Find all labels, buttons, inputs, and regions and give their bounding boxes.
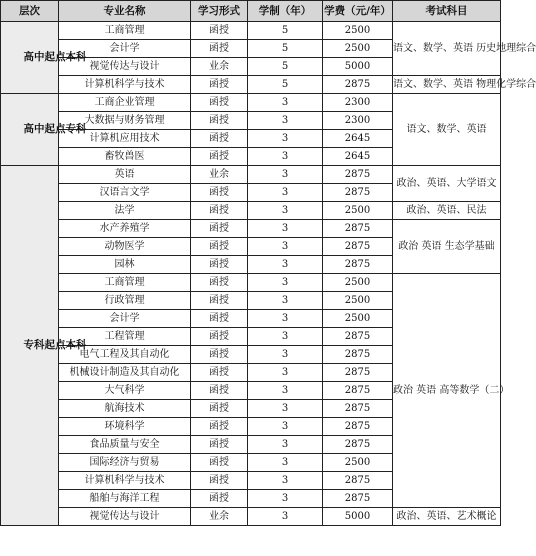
fee-cell: 2875 xyxy=(323,436,393,454)
years-cell: 3 xyxy=(248,184,323,202)
years-cell: 5 xyxy=(248,58,323,76)
table-row xyxy=(1,508,501,526)
fee-cell: 2875 xyxy=(323,328,393,346)
subjects-cell: 政治 英语 高等数学（二） xyxy=(393,274,501,508)
table-row xyxy=(1,220,501,238)
subjects-cell: 政治、英语、大学语文 xyxy=(393,166,501,202)
major-cell: 水产养殖学 xyxy=(59,220,191,238)
mode-cell: 函授 xyxy=(191,436,248,454)
mode-cell: 函授 xyxy=(191,94,248,112)
mode-cell: 函授 xyxy=(191,112,248,130)
years-cell: 5 xyxy=(248,40,323,58)
major-cell: 计算机科学与技术 xyxy=(59,472,191,490)
fee-cell: 2875 xyxy=(323,166,393,184)
years-cell: 3 xyxy=(248,400,323,418)
level-cell xyxy=(1,94,87,166)
fee-cell: 2875 xyxy=(323,220,393,238)
mode-cell: 函授 xyxy=(191,400,248,418)
years-cell: 3 xyxy=(248,292,323,310)
years-cell: 3 xyxy=(248,310,323,328)
major-cell: 国际经济与贸易 xyxy=(59,454,191,472)
header-row xyxy=(1,1,501,22)
mode-cell: 函授 xyxy=(191,472,248,490)
mode-cell: 函授 xyxy=(191,490,248,508)
table-row xyxy=(1,94,501,112)
table-row xyxy=(1,76,501,94)
years-cell: 3 xyxy=(248,94,323,112)
years-cell: 3 xyxy=(248,166,323,184)
years-cell: 3 xyxy=(248,328,323,346)
major-cell: 畜牧兽医 xyxy=(59,148,191,166)
fee-cell: 2875 xyxy=(323,346,393,364)
major-cell: 会计学 xyxy=(59,40,191,58)
table-row xyxy=(1,166,501,184)
fee-cell: 5000 xyxy=(323,508,393,526)
mode-cell: 业余 xyxy=(191,508,248,526)
years-cell: 5 xyxy=(248,76,323,94)
major-cell: 法学 xyxy=(59,202,191,220)
fee-cell: 2645 xyxy=(323,148,393,166)
major-cell: 英语 xyxy=(59,166,191,184)
fee-cell: 2875 xyxy=(323,76,393,94)
major-cell: 大数据与财务管理 xyxy=(59,112,191,130)
major-cell: 园林 xyxy=(59,256,191,274)
fee-cell: 5000 xyxy=(323,58,393,76)
level-label: 高中起点本科 xyxy=(23,51,87,63)
years-cell: 3 xyxy=(248,418,323,436)
mode-cell: 函授 xyxy=(191,148,248,166)
fee-cell: 2500 xyxy=(323,454,393,472)
mode-cell: 函授 xyxy=(191,454,248,472)
major-cell: 航海技术 xyxy=(59,400,191,418)
fee-cell: 2875 xyxy=(323,184,393,202)
years-cell: 3 xyxy=(248,112,323,130)
major-cell: 计算机科学与技术 xyxy=(59,76,191,94)
fee-cell: 2875 xyxy=(323,382,393,400)
major-cell: 工商企业管理 xyxy=(59,94,191,112)
mode-cell: 函授 xyxy=(191,220,248,238)
years-cell: 3 xyxy=(248,220,323,238)
header-level: 层次 xyxy=(1,1,59,22)
major-cell: 机械设计制造及其自动化 xyxy=(59,364,191,382)
fee-cell: 2500 xyxy=(323,292,393,310)
fee-cell: 2875 xyxy=(323,472,393,490)
subjects-cell: 政治、英语、民法 xyxy=(393,202,501,220)
major-cell: 船舶与海洋工程 xyxy=(59,490,191,508)
fee-cell: 2875 xyxy=(323,490,393,508)
header-years: 学制（年） xyxy=(248,1,323,22)
fee-cell: 2500 xyxy=(323,22,393,40)
years-cell: 3 xyxy=(248,274,323,292)
fee-cell: 2500 xyxy=(323,202,393,220)
mode-cell: 函授 xyxy=(191,184,248,202)
major-cell: 大气科学 xyxy=(59,382,191,400)
mode-cell: 函授 xyxy=(191,256,248,274)
major-cell: 视觉传达与设计 xyxy=(59,58,191,76)
major-cell: 工商管理 xyxy=(59,22,191,40)
major-cell: 汉语言文学 xyxy=(59,184,191,202)
major-cell: 工商管理 xyxy=(59,274,191,292)
years-cell: 3 xyxy=(248,490,323,508)
mode-cell: 函授 xyxy=(191,418,248,436)
level-label: 高中起点专科 xyxy=(23,123,87,135)
years-cell: 3 xyxy=(248,148,323,166)
subjects-cell: 政治 英语 生态学基础 xyxy=(393,220,501,274)
fee-cell: 2300 xyxy=(323,112,393,130)
header-major: 专业名称 xyxy=(59,1,191,22)
major-cell: 视觉传达与设计 xyxy=(59,508,191,526)
years-cell: 3 xyxy=(248,256,323,274)
subjects-cell: 政治、英语、艺术概论 xyxy=(393,508,501,526)
mode-cell: 函授 xyxy=(191,328,248,346)
mode-cell: 函授 xyxy=(191,274,248,292)
fee-cell: 2500 xyxy=(323,274,393,292)
mode-cell: 函授 xyxy=(191,238,248,256)
mode-cell: 函授 xyxy=(191,202,248,220)
mode-cell: 函授 xyxy=(191,292,248,310)
level-cell xyxy=(1,22,87,94)
years-cell: 3 xyxy=(248,454,323,472)
mode-cell: 函授 xyxy=(191,130,248,148)
mode-cell: 函授 xyxy=(191,310,248,328)
fee-cell: 2500 xyxy=(323,310,393,328)
major-cell: 行政管理 xyxy=(59,292,191,310)
years-cell: 3 xyxy=(248,472,323,490)
major-cell: 计算机应用技术 xyxy=(59,130,191,148)
header-mode: 学习形式 xyxy=(191,1,248,22)
fee-cell: 2875 xyxy=(323,418,393,436)
mode-cell: 函授 xyxy=(191,382,248,400)
table-row xyxy=(1,22,501,40)
years-cell: 3 xyxy=(248,436,323,454)
header-fee: 学费（元/年） xyxy=(323,1,393,22)
fee-cell: 2645 xyxy=(323,130,393,148)
mode-cell: 函授 xyxy=(191,22,248,40)
fee-cell: 2500 xyxy=(323,40,393,58)
level-label: 专科起点本科 xyxy=(23,339,87,351)
years-cell: 3 xyxy=(248,382,323,400)
table-row xyxy=(1,274,501,292)
fee-cell: 2875 xyxy=(323,256,393,274)
mode-cell: 函授 xyxy=(191,364,248,382)
subjects-cell: 语文、数学、英语 物理化学综合 xyxy=(393,76,501,94)
mode-cell: 业余 xyxy=(191,166,248,184)
years-cell: 5 xyxy=(248,22,323,40)
header-subjects: 考试科目 xyxy=(393,1,501,22)
years-cell: 3 xyxy=(248,508,323,526)
fee-cell: 2875 xyxy=(323,400,393,418)
major-cell: 电气工程及其自动化 xyxy=(59,346,191,364)
major-cell: 食品质量与安全 xyxy=(59,436,191,454)
mode-cell: 函授 xyxy=(191,346,248,364)
years-cell: 3 xyxy=(248,364,323,382)
mode-cell: 业余 xyxy=(191,58,248,76)
major-cell: 动物医学 xyxy=(59,238,191,256)
years-cell: 3 xyxy=(248,346,323,364)
years-cell: 3 xyxy=(248,238,323,256)
major-cell: 会计学 xyxy=(59,310,191,328)
major-cell: 环境科学 xyxy=(59,418,191,436)
years-cell: 3 xyxy=(248,130,323,148)
fee-cell: 2875 xyxy=(323,364,393,382)
fee-cell: 2300 xyxy=(323,94,393,112)
level-cell xyxy=(1,166,87,526)
table-row xyxy=(1,202,501,220)
subjects-cell: 语文、数学、英语 xyxy=(393,94,501,166)
mode-cell: 函授 xyxy=(191,76,248,94)
major-cell: 工程管理 xyxy=(59,328,191,346)
subjects-cell: 语文、数学、英语 历史地理综合 xyxy=(393,22,501,76)
fee-cell: 2875 xyxy=(323,238,393,256)
mode-cell: 函授 xyxy=(191,40,248,58)
years-cell: 3 xyxy=(248,202,323,220)
